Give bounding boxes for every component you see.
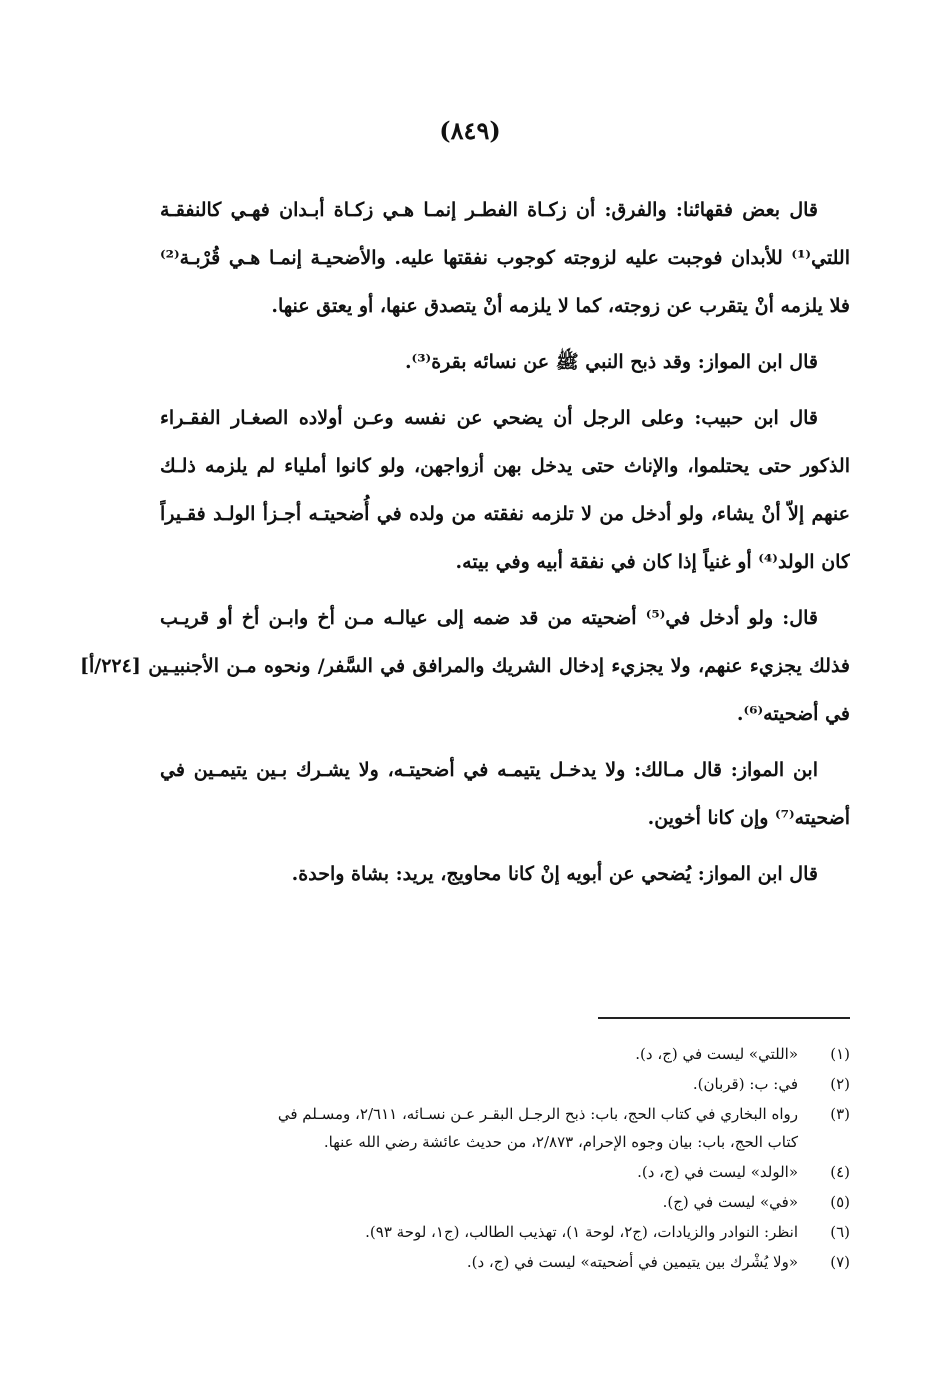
footnote [160, 1040, 850, 1068]
footnote-text [160, 1040, 798, 1068]
footnote [160, 1070, 850, 1098]
footnote-line: «اللتي» ليست في (ج، د). [635, 1045, 798, 1063]
footnote-line: في: ب: (قربان). [692, 1075, 798, 1093]
footnote-number: (٧) [830, 1253, 850, 1271]
paragraph [80, 594, 850, 738]
footnote-text [160, 1070, 798, 1098]
footnote [160, 1218, 850, 1246]
footnote-text [160, 1188, 798, 1216]
footnote-line: «الولد» ليست في (ج، د). [637, 1163, 798, 1181]
footnote-line: كتاب الحج، باب: بيان وجوه الإحرام، ٢/٨٧٣، من حديث عائشة رضي الله عنها. [323, 1133, 798, 1151]
paragraph [160, 746, 850, 842]
footnote-line: رواه البخاري في كتاب الحج، باب: ذبح الرجـل البقـر عـن نسـائه، ٢/٦١١، ومسـلم في [277, 1105, 798, 1123]
footnote-text [160, 1158, 798, 1186]
footnote [160, 1188, 850, 1216]
paragraph [160, 394, 850, 586]
paragraph [160, 338, 850, 386]
text-line: قال: ولو أدخل في⁽⁵⁾ أضحيته من قد ضمه إلى عيالـه مـن أخ وابـن أخ أو قريـب [160, 607, 818, 629]
text-line: قال ابن حبيب: وعلى الرجل أن يضحي عن نفسه وعـن أولاده الصغـار الفقـراء [160, 407, 818, 429]
footnote-text [160, 1100, 798, 1156]
text-line: اللتي⁽¹⁾ للأبدان فوجبت عليه لزوجته كوجوب نفقتها عليه. والأضحيـة إنمـا هـي قُرْبـة⁽²⁾ [160, 247, 850, 269]
text-line: فلا يلزمه أنْ يتقرب عن زوجته، كما لا يلزمه أنْ يتصدق عنها، أو يعتق عنها. [271, 295, 850, 317]
footnote-line: انظر: النوادر والزيادات، (ج٢، لوحة ١)، تهذيب الطالب، (ج١، لوحة ٩٣). [365, 1223, 798, 1241]
footnote [160, 1100, 850, 1156]
text-line: عنهم إلاّ أنْ يشاء، ولو أدخل من لا تلزمه نفقته من ولده في أُضحيتـه أجـزأ الولـد فقـيراً [160, 503, 850, 525]
main-text [80, 186, 850, 906]
footnote [160, 1248, 850, 1276]
footnote-text [160, 1248, 798, 1276]
footnote-number: (٥) [830, 1193, 850, 1211]
text-line: قال ابن المواز: يُضحي عن أبويه إنْ كانا محاويج، يريد: بشاة واحدة. [291, 863, 818, 885]
text-line: قال بعض فقهائنا: والفرق: أن زكـاة الفطـر إنمـا هـي زكـاة أبـدان فهـي كالنفقـة [160, 199, 818, 221]
footnote-number: (١) [830, 1045, 850, 1063]
footnotes [160, 1040, 850, 1278]
paragraph [160, 850, 850, 898]
text-line: قال ابن المواز: وقد ذبح النبي ﷺ عن نسائه بقرة⁽³⁾. [404, 351, 818, 373]
footnote-divider [598, 1017, 850, 1019]
footnote-number: (٤) [830, 1163, 850, 1181]
text-line: كان الولد⁽⁴⁾ أو غنياً إذا كان في نفقة أبيه وفي بيته. [455, 551, 850, 573]
text-line: ابن المواز: قال مـالك: ولا يدخـل يتيمـه في أضحيتـه، ولا يشـرك بـين يتيمـين في [160, 759, 818, 781]
text-line: أضحيته⁽⁷⁾ وإن كانا أخوين. [647, 807, 850, 829]
footnote-number: (٣) [830, 1105, 850, 1123]
footnote [160, 1158, 850, 1186]
paragraph [160, 186, 850, 330]
footnote-number: (٦) [830, 1223, 850, 1241]
footnote-number: (٢) [830, 1075, 850, 1093]
page-number: (٨٤٩) [439, 116, 501, 145]
text-line: الذكور حتى يحتلموا، والإناث حتى يدخل بهن أزواجهن، ولو كانوا أملياء لم يلزمه ذلـك [160, 455, 850, 477]
text-line: في أضحيته⁽⁶⁾. [736, 703, 850, 725]
footnote-text [160, 1218, 798, 1246]
footnote-line: «في» ليست في (ج). [662, 1193, 798, 1211]
footnote-line: «ولا يُشْرك بين يتيمين في أضحيته» ليست في (ج، د). [466, 1253, 798, 1271]
text-line: فذلك يجزيء عنهم، ولا يجزيء إدخال الشريك والمرافق في السَّفر/ ونحوه مـن الأجنبيـين [٢٢٤/أ] [80, 655, 850, 677]
